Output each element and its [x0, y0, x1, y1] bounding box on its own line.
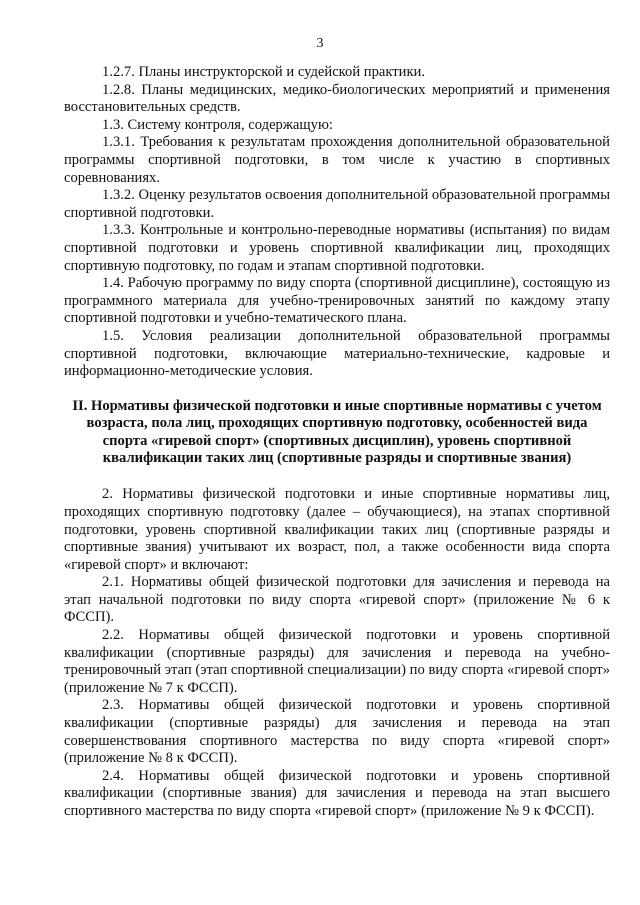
paragraph-1-5: 1.5. Условия реализации дополнительной образовательной программы спортивной подготовки, включающие материально-технические, кадровые и информационно-методические условия.	[64, 327, 610, 380]
paragraph-1-3-3: 1.3.3. Контрольные и контрольно-переводные нормативы (испытания) по видам спортивной подготовки и уровень спортивной квалификации лиц, проходящих спортивную подготовку, по годам и этапам спортивной подготовки.	[64, 222, 610, 274]
paragraph-1-2-7: 1.2.7. Планы инструкторской и судейской практики.	[102, 64, 425, 80]
section-heading: II. Нормативы физической подготовки и иные спортивные нормативы с учетом возраста, пола лиц, проходящих спортивную подготовку, особенностей вида спорта «гиревой спорт» (спортивных дисциплин), уровень спортивной квалификации таких лиц (спортивные разряды и спортивные звания)	[72, 397, 602, 466]
paragraph-1-3-2: 1.3.2. Оценку результатов освоения дополнительной образовательной программы спортивной подготовки.	[64, 187, 610, 221]
paragraph-2-3: 2.3. Нормативы общей физической подготовки и уровень спортивной квалификации (спортивные разряды) для зачисления и перевода на этап совершенствования спортивного мастерства по виду спорта «гиревой спорт» (приложение № 8 к ФССП).	[64, 697, 610, 767]
paragraph-1-4: 1.4. Рабочую программу по виду спорта (спортивной дисциплине), состоящую из программного материала для учебно-тренировочных занятий по каждому этапу спортивной подготовки и учебно-тематического плана.	[64, 275, 610, 327]
paragraph-2-2: 2.2. Нормативы общей физической подготовки и уровень спортивной квалификации (спортивные разряды) для зачисления и перевода на учебно-тренировочный этап (этап спортивной специализации) по виду спорта «гиревой спорт» (приложение № 7 к ФССП).	[64, 627, 610, 696]
paragraph-2-4: 2.4. Нормативы общей физической подготовки и уровень спортивной квалификации (спортивные звания) для зачисления и перевода на этап высшего спортивного мастерства по виду спорта «гиревой спорт» (приложение № 9 к ФССП).	[64, 767, 610, 819]
paragraph-1-3-1: 1.3.1. Требования к результатам прохождения дополнительной образовательной программы спортивной подготовки, в том числе к участию в спортивных соревнованиях.	[64, 134, 610, 186]
paragraph-2: 2. Нормативы физической подготовки и иные спортивные нормативы лиц, проходящих спортивную подготовку (далее – обучающиеся), на этапах спортивной подготовки, уровень спортивной квалификации таких лиц (спортивные разряды и спортивные звания) учитывают их возраст, пол, а также особенности вида спорта «гиревой спорт» и включают:	[64, 486, 610, 573]
paragraph-1-3: 1.3. Систему контроля, содержащую:	[102, 116, 333, 133]
document-body	[64, 64, 610, 821]
paragraph-2-1: 2.1. Нормативы общей физической подготовки для зачисления и перевода на этап начальной подготовки по виду спорта «гиревой спорт» (приложение № 6 к ФССП).	[64, 574, 610, 626]
paragraph-1-2-8: 1.2.8. Планы медицинских, медико-биологических мероприятий и применения восстановительных средств.	[64, 81, 610, 116]
page-number: 3	[316, 36, 324, 51]
